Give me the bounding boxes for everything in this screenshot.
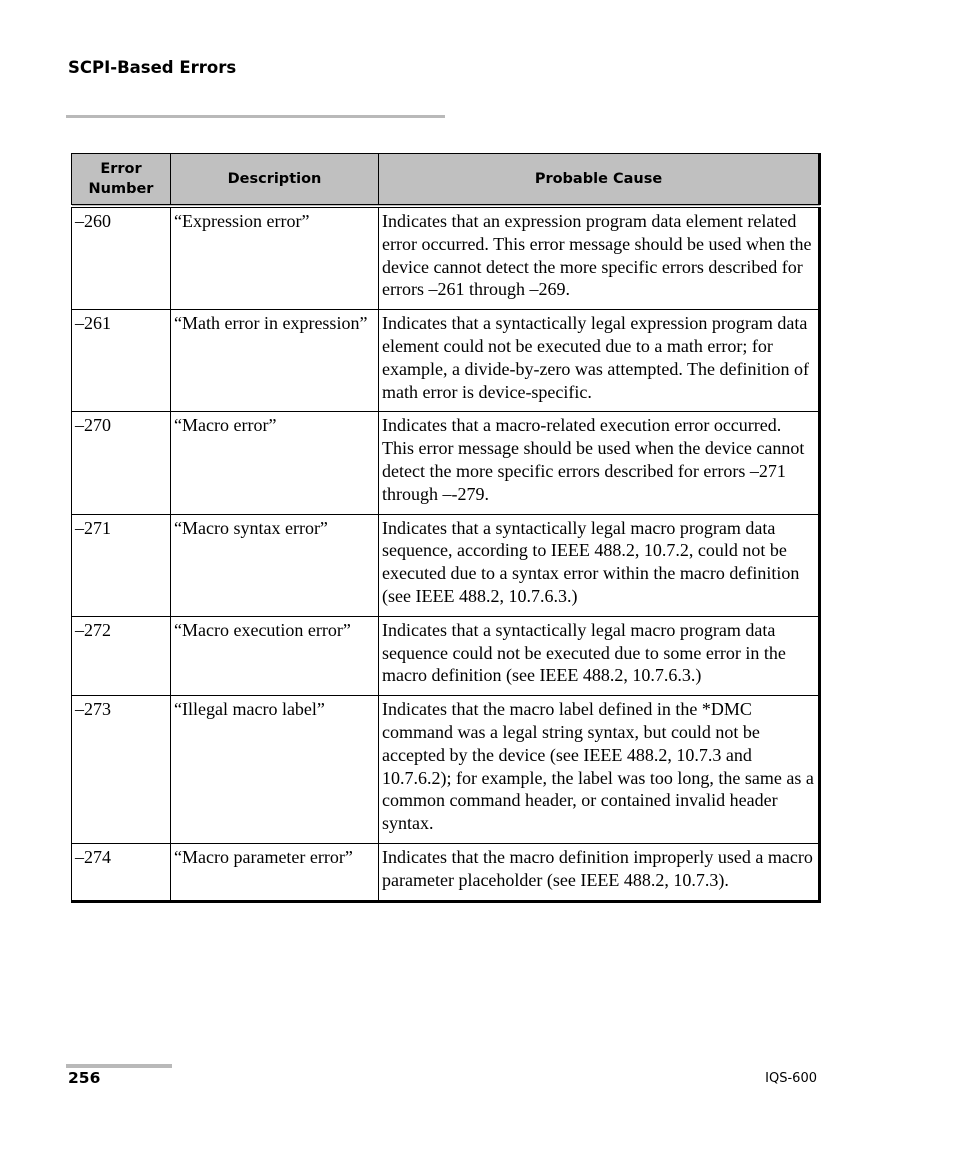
description-cell: “Macro error” <box>171 412 379 514</box>
error-number-cell: –270 <box>72 412 171 514</box>
probable-cause-cell: Indicates that an expression program data element related error occurred. This error message should be used when the device cannot detect the more specific errors described for errors –261 through –269. <box>379 206 820 310</box>
error-number-cell: –274 <box>72 843 171 901</box>
error-number-cell: –272 <box>72 616 171 695</box>
product-name: IQS-600 <box>765 1071 817 1086</box>
table-row <box>72 206 820 310</box>
probable-cause-cell: Indicates that the macro label defined in the *DMC command was a legal string syntax, but could not be accepted by the device (see IEEE 488.2, 10.7.3 and 10.7.6.2); for example, the label was too long, the same as a common command header, or contained invalid header syntax. <box>379 696 820 844</box>
table-row <box>72 616 820 695</box>
column-header-description: Description <box>171 154 379 207</box>
section-title: SCPI-Based Errors <box>68 58 237 77</box>
table-row <box>72 514 820 616</box>
description-cell: “Macro syntax error” <box>171 514 379 616</box>
error-number-cell: –261 <box>72 310 171 412</box>
error-number-cell: –260 <box>72 206 171 310</box>
header-rule <box>66 115 445 118</box>
table-row <box>72 696 820 844</box>
error-table <box>71 153 821 903</box>
error-number-cell: –271 <box>72 514 171 616</box>
probable-cause-cell: Indicates that a syntactically legal macro program data sequence, according to IEEE 488.2, 10.7.2, could not be executed due to a syntax error within the macro definition (see IEEE 488.2, 10.7.6.3.) <box>379 514 820 616</box>
description-cell: “Math error in expression” <box>171 310 379 412</box>
footer-rule <box>66 1064 172 1068</box>
probable-cause-cell: Indicates that the macro definition improperly used a macro parameter placeholder (see IEEE 488.2, 10.7.3). <box>379 843 820 901</box>
table-row <box>72 310 820 412</box>
description-cell: “Expression error” <box>171 206 379 310</box>
table-header-row <box>72 154 820 207</box>
table-row <box>72 843 820 901</box>
probable-cause-cell: Indicates that a syntactically legal expression program data element could not be executed due to a math error; for example, a divide-by-zero was attempted. The definition of math error is device-specific. <box>379 310 820 412</box>
column-header-probable-cause: Probable Cause <box>379 154 820 207</box>
page-number: 256 <box>68 1069 101 1087</box>
table-row <box>72 412 820 514</box>
probable-cause-cell: Indicates that a syntactically legal macro program data sequence could not be executed due to some error in the macro definition (see IEEE 488.2, 10.7.6.3.) <box>379 616 820 695</box>
column-header-error-number: Error Number <box>72 154 171 207</box>
probable-cause-cell: Indicates that a macro-related execution error occurred. This error message should be used when the device cannot detect the more specific errors described for errors –271 through –-279. <box>379 412 820 514</box>
error-number-cell: –273 <box>72 696 171 844</box>
description-cell: “Macro parameter error” <box>171 843 379 901</box>
description-cell: “Macro execution error” <box>171 616 379 695</box>
description-cell: “Illegal macro label” <box>171 696 379 844</box>
